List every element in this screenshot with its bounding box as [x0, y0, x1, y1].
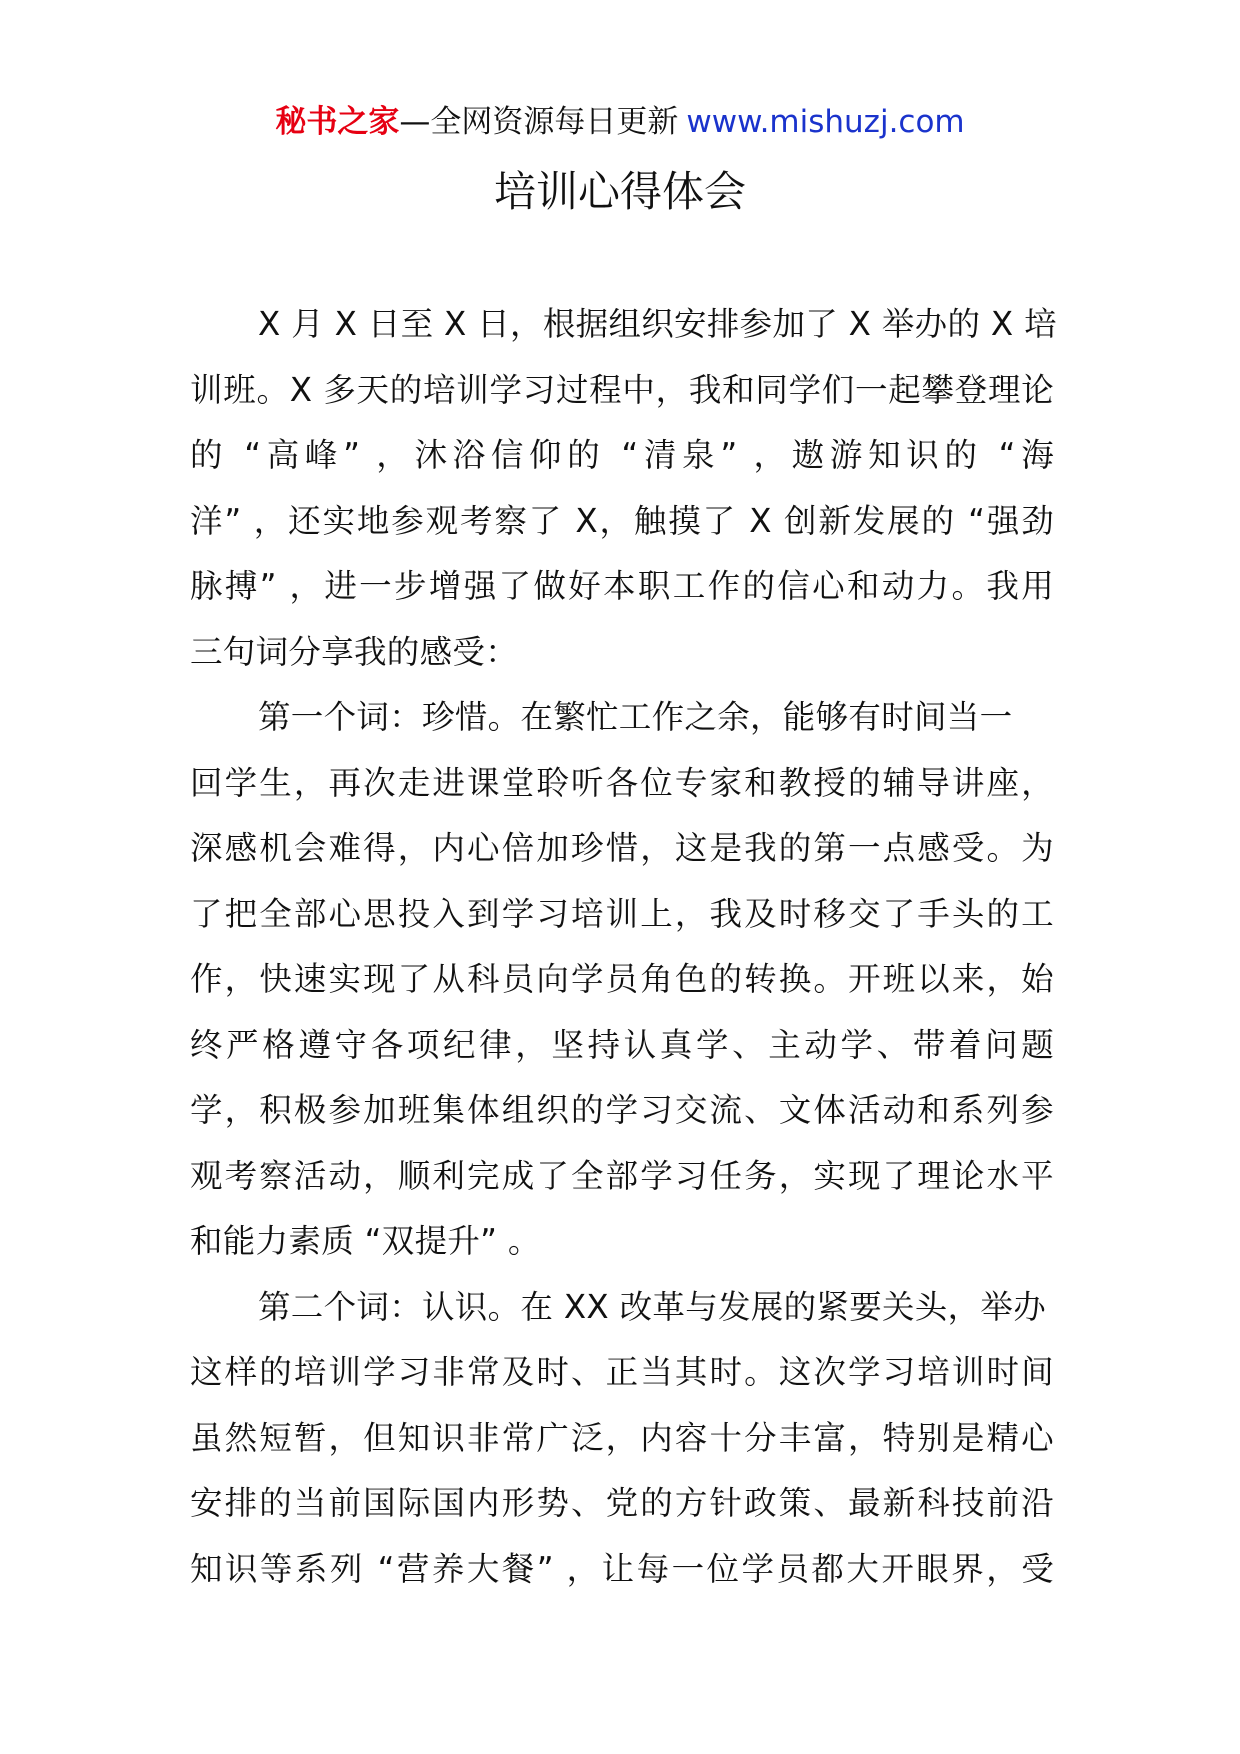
text-line: 作，快速实现了从科员向学员角色的转换。开班以来，始	[190, 960, 1054, 998]
text-line: 学，积极参加班集体组织的学习交流、文体活动和系列参	[190, 1091, 1054, 1129]
text-line: X 月 X 日至 X 日，根据组织安排参加了 X 举办的 X 培	[258, 305, 1057, 343]
text-line: 的 “高峰” ，沐浴信仰的 “清泉” ，遨游知识的 “海	[190, 436, 1054, 474]
text-line: 和能力素质 “双提升” 。	[190, 1222, 541, 1260]
text-line: 三句词分享我的感受：	[190, 632, 519, 671]
document-title: 培训心得体会	[493, 167, 746, 216]
text-line: 虽然短暂，但知识非常广泛，内容十分丰富，特别是精心	[190, 1418, 1054, 1457]
text-line: 脉搏” ，进一步增强了做好本职工作的信心和动力。我用	[190, 567, 1054, 605]
text-line: 安排的当前国际国内形势、党的方针政策、最新科技前沿	[190, 1484, 1054, 1522]
site-header	[0, 100, 1240, 144]
text-line: 训班。X 多天的培训学习过程中，我和同学们一起攀登理论	[190, 370, 1054, 409]
text-line: 了把全部心思投入到学习培训上，我及时移交了手头的工	[190, 894, 1054, 933]
site-url-link[interactable]: www.mishuzj.com	[686, 104, 965, 140]
text-line: 终严格遵守各项纪律，坚持认真学、主动学、带着问题	[190, 1025, 1054, 1064]
text-line: 知识等系列 “营养大餐” ，让每一位学员都大开眼界，受	[190, 1549, 1054, 1588]
document-body	[190, 292, 1057, 1602]
text-line: 回学生，再次走进课堂聆听各位专家和教授的辅导讲座，	[190, 763, 1054, 802]
text-line: 观考察活动，顺利完成了全部学习任务，实现了理论水平	[190, 1156, 1054, 1195]
text-line: 洋” ，还实地参观考察了 X，触摸了 X 创新发展的 “强劲	[190, 501, 1054, 540]
text-line: 深感机会难得，内心倍加珍惜，这是我的第一点感受。为	[190, 829, 1054, 867]
header-tagline: —全网资源每日更新	[399, 104, 679, 140]
text-line: 第二个词：认识。在 XX 改革与发展的紧要关头，举办	[258, 1287, 1046, 1326]
text-line: 第一个词：珍惜。在繁忙工作之余，能够有时间当一	[258, 698, 1013, 736]
brand-name: 秘书之家	[275, 104, 400, 140]
text-line: 这样的培训学习非常及时、正当其时。这次学习培训时间	[190, 1353, 1054, 1391]
